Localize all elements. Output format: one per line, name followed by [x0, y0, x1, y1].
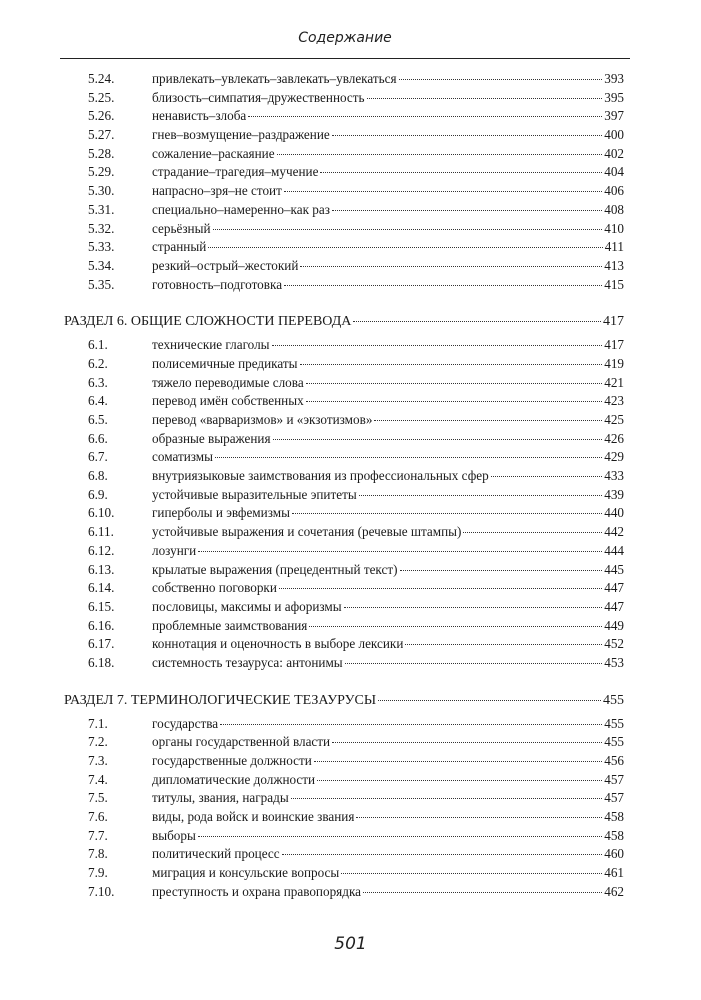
entry-number: 6.5. — [88, 412, 108, 427]
dot-leader — [332, 210, 602, 211]
entry-number: 6.10. — [88, 505, 115, 521]
entry-number: 6.16. — [88, 617, 115, 633]
entry-page: 455 — [604, 734, 624, 750]
entry-number: 5.32. — [88, 220, 115, 236]
toc-entry[interactable] — [64, 542, 624, 561]
dot-leader — [463, 532, 602, 533]
entry-title: перевод имён собственных — [152, 393, 304, 409]
toc-entry[interactable] — [64, 827, 624, 846]
dot-leader — [367, 98, 603, 99]
dot-leader — [292, 513, 602, 514]
toc-entry[interactable] — [64, 374, 624, 393]
entry-title: государства — [152, 715, 219, 731]
entry-number: 6.9. — [88, 486, 108, 502]
toc-entry[interactable] — [64, 257, 624, 276]
dot-leader — [284, 191, 602, 192]
dot-leader — [198, 836, 602, 837]
entry-page: 397 — [604, 108, 624, 124]
toc-group-7 — [64, 715, 624, 902]
entry-number: 5.35. — [88, 276, 115, 292]
toc-entry[interactable] — [64, 107, 624, 126]
entry-title: проблемные заимствования — [152, 617, 308, 633]
toc-entry[interactable] — [64, 864, 624, 883]
entry-title: собственно поговорки — [152, 580, 277, 596]
entry-page: 421 — [604, 374, 624, 390]
entry-number: 5.26. — [88, 108, 115, 124]
entry-number: 6.15. — [88, 598, 115, 614]
entry-title: технические глаголы — [152, 337, 270, 353]
entry-number: 5.34. — [88, 257, 115, 273]
dot-leader — [277, 154, 603, 155]
entry-title: государственные должности — [152, 753, 312, 768]
entry-number: 6.1. — [88, 337, 108, 353]
entry-title: серьёзный — [152, 220, 211, 236]
entry-page: 433 — [604, 468, 624, 484]
toc-entry[interactable] — [64, 845, 624, 864]
entry-page: 419 — [604, 355, 624, 371]
toc-entry[interactable] — [64, 579, 624, 598]
entry-number: 5.25. — [88, 89, 115, 105]
dot-leader — [491, 476, 603, 477]
dot-leader — [306, 383, 603, 384]
toc-group-5 — [64, 70, 624, 294]
entry-number: 6.11. — [88, 524, 114, 540]
entry-number: 7.3. — [88, 753, 108, 768]
entry-number: 5.29. — [88, 164, 115, 180]
entry-page: 440 — [604, 505, 624, 521]
toc-entry[interactable] — [64, 771, 624, 790]
dot-leader — [309, 626, 602, 627]
entry-page: 456 — [604, 753, 624, 768]
dot-leader — [248, 116, 602, 117]
toc-entry[interactable] — [64, 182, 624, 201]
entry-title: миграция и консульские вопросы — [152, 865, 340, 881]
entry-number: 6.12. — [88, 542, 115, 558]
entry-page: 425 — [604, 412, 624, 427]
entry-page: 426 — [604, 430, 624, 446]
entry-page: 452 — [604, 636, 624, 652]
toc-entry[interactable] — [64, 715, 624, 734]
section-page: 455 — [603, 692, 624, 708]
dot-leader — [378, 700, 601, 701]
entry-page: 410 — [604, 220, 624, 236]
entry-page: 404 — [604, 164, 624, 180]
entry-page: 461 — [604, 865, 624, 881]
entry-number: 7.8. — [88, 846, 108, 862]
entry-title: системность тезауруса: антонимы — [152, 654, 343, 670]
entry-page: 445 — [604, 561, 624, 577]
entry-page: 408 — [604, 201, 624, 217]
toc-entry[interactable] — [64, 70, 624, 89]
toc-entry[interactable] — [64, 89, 624, 108]
entry-number: 6.2. — [88, 355, 108, 371]
entry-title: внутриязыковые заимствования из профессиональных сфер — [152, 468, 489, 484]
entry-number: 6.3. — [88, 374, 108, 390]
toc-entry[interactable] — [64, 163, 624, 182]
entry-page: 442 — [604, 524, 624, 540]
entry-title: гнев–возмущение–раздражение — [152, 127, 330, 143]
entry-page: 458 — [604, 827, 624, 843]
entry-title: виды, рода войск и воинские звания — [152, 809, 355, 825]
dot-leader — [279, 588, 602, 589]
dot-leader — [213, 229, 603, 230]
entry-title: тяжело переводимые слова — [152, 374, 304, 390]
entry-page: 460 — [604, 846, 624, 862]
section-title: РАЗДЕЛ 7. ТЕРМИНОЛОГИЧЕСКИЕ ТЕЗАУРУСЫ — [64, 692, 377, 708]
entry-page: 458 — [604, 809, 624, 825]
entry-title: привлекать–увлекать–завлекать–увлекаться — [152, 71, 397, 86]
section-heading-6[interactable] — [64, 312, 624, 332]
entry-number: 5.33. — [88, 239, 115, 255]
entry-page: 402 — [604, 145, 624, 161]
toc-entry[interactable] — [64, 201, 624, 220]
entry-title: коннотация и оценочность в выборе лексики — [152, 636, 404, 652]
toc-entry[interactable] — [64, 883, 624, 902]
entry-page: 400 — [604, 127, 624, 143]
entry-page: 447 — [604, 598, 624, 614]
entry-number: 7.10. — [88, 883, 115, 899]
toc-entry[interactable] — [64, 654, 624, 673]
entry-title: готовность–подготовка — [152, 276, 283, 292]
entry-number: 5.28. — [88, 145, 115, 161]
entry-title: политический процесс — [152, 846, 280, 862]
dot-leader — [291, 798, 603, 799]
entry-number: 5.31. — [88, 201, 115, 217]
entry-title: близость–симпатия–дружественность — [152, 89, 365, 105]
entry-number: 7.5. — [88, 790, 108, 806]
dot-leader — [400, 570, 603, 571]
entry-title: специально–намеренно–как раз — [152, 201, 330, 217]
entry-page: 447 — [604, 580, 624, 596]
toc-entry[interactable] — [64, 598, 624, 617]
toc-entry[interactable] — [64, 238, 624, 257]
toc-entry[interactable] — [64, 336, 624, 355]
section-page: 417 — [603, 314, 624, 330]
entry-number: 5.24. — [88, 71, 115, 86]
entry-number: 7.4. — [88, 771, 108, 787]
entry-title: дипломатические должности — [152, 771, 316, 787]
entry-page: 439 — [604, 486, 624, 502]
entry-title: напрасно–зря–не стоит — [152, 183, 282, 199]
entry-number: 5.27. — [88, 127, 115, 143]
dot-leader — [356, 817, 602, 818]
entry-title: лозунги — [152, 542, 197, 558]
dot-leader — [215, 457, 602, 458]
entry-title: гиперболы и эвфемизмы — [152, 505, 290, 521]
entry-page: 457 — [604, 790, 624, 806]
entry-title: полисемичные предикаты — [152, 355, 298, 371]
entry-number: 6.8. — [88, 468, 108, 484]
entry-number: 7.2. — [88, 734, 108, 750]
dot-leader — [208, 247, 602, 248]
page-number: 501 — [334, 934, 367, 954]
entry-number: 6.4. — [88, 393, 108, 409]
toc-entry[interactable] — [64, 808, 624, 827]
dot-leader — [344, 607, 603, 608]
toc-entry[interactable] — [64, 561, 624, 580]
toc-entry[interactable] — [64, 467, 624, 486]
dot-leader — [332, 135, 602, 136]
entry-title: устойчивые выразительные эпитеты — [152, 486, 357, 502]
running-header: Содержание — [298, 30, 392, 46]
toc-entry[interactable] — [64, 523, 624, 542]
dot-leader — [399, 79, 603, 80]
entry-title: пословицы, максимы и афоризмы — [152, 598, 342, 614]
dot-leader — [374, 420, 602, 421]
section-heading-7[interactable] — [64, 691, 624, 711]
toc-entry[interactable] — [64, 276, 624, 295]
entry-page: 453 — [604, 654, 624, 670]
entry-page: 411 — [604, 239, 624, 255]
dot-leader — [198, 551, 602, 552]
entry-number: 6.17. — [88, 636, 115, 652]
entry-title: соматизмы — [152, 449, 214, 465]
toc-entry[interactable] — [64, 752, 624, 771]
entry-title: образные выражения — [152, 430, 271, 446]
toc-entry[interactable] — [64, 355, 624, 374]
table-of-contents — [64, 70, 624, 902]
header-rule — [60, 58, 630, 59]
toc-group-6 — [64, 336, 624, 672]
entry-number: 6.13. — [88, 561, 115, 577]
dot-leader — [273, 439, 603, 440]
entry-number: 6.14. — [88, 580, 115, 596]
entry-page: 444 — [604, 542, 624, 558]
entry-title: страдание–трагедия–мучение — [152, 164, 319, 180]
dot-leader — [353, 321, 601, 322]
entry-title: титулы, звания, награды — [152, 790, 289, 806]
dot-leader — [282, 854, 603, 855]
dot-leader — [317, 780, 602, 781]
entry-page: 429 — [604, 449, 624, 465]
entry-title: органы государственной власти — [152, 734, 331, 750]
toc-entry[interactable] — [64, 733, 624, 752]
entry-number: 7.1. — [88, 715, 108, 731]
entry-title: устойчивые выражения и сочетания (речевые штампы) — [152, 524, 462, 540]
entry-title: резкий–острый–жестокий — [152, 257, 299, 273]
entry-title: преступность и охрана правопорядка — [152, 883, 362, 899]
entry-number: 5.30. — [88, 183, 115, 199]
dot-leader — [314, 761, 602, 762]
entry-number: 7.9. — [88, 865, 108, 881]
entry-title: крылатые выражения (прецедентный текст) — [152, 561, 398, 577]
entry-number: 6.6. — [88, 430, 108, 446]
entry-page: 462 — [604, 883, 624, 899]
entry-page: 393 — [604, 71, 624, 86]
entry-number: 7.7. — [88, 827, 108, 843]
toc-entry[interactable] — [64, 617, 624, 636]
dot-leader — [332, 742, 602, 743]
dot-leader — [320, 172, 602, 173]
toc-entry[interactable] — [64, 411, 624, 430]
entry-page: 395 — [604, 89, 624, 105]
entry-page: 455 — [604, 715, 624, 731]
dot-leader — [363, 892, 602, 893]
dot-leader — [345, 663, 603, 664]
entry-title: ненависть–злоба — [152, 108, 247, 124]
toc-entry[interactable] — [64, 635, 624, 654]
toc-entry[interactable] — [64, 448, 624, 467]
toc-entry[interactable] — [64, 789, 624, 808]
dot-leader — [272, 345, 603, 346]
entry-page: 406 — [604, 183, 624, 199]
dot-leader — [341, 873, 602, 874]
entry-title: выборы — [152, 827, 196, 843]
dot-leader — [359, 495, 603, 496]
toc-entry[interactable] — [64, 486, 624, 505]
entry-number: 6.7. — [88, 449, 108, 465]
toc-entry[interactable] — [64, 126, 624, 145]
entry-number: 6.18. — [88, 654, 115, 670]
dot-leader — [284, 285, 602, 286]
entry-page: 417 — [604, 337, 624, 353]
entry-page: 449 — [604, 617, 624, 633]
dot-leader — [405, 644, 602, 645]
toc-entry[interactable] — [64, 504, 624, 523]
dot-leader — [220, 724, 602, 725]
entry-title: сожаление–раскаяние — [152, 145, 275, 161]
toc-entry[interactable] — [64, 430, 624, 449]
entry-page: 423 — [604, 393, 624, 409]
dot-leader — [300, 364, 603, 365]
entry-page: 415 — [604, 276, 624, 292]
entry-page: 457 — [604, 771, 624, 787]
dot-leader — [300, 266, 602, 267]
entry-title: перевод «варваризмов» и «экзотизмов» — [152, 412, 373, 427]
toc-entry[interactable] — [64, 220, 624, 239]
entry-page: 413 — [604, 257, 624, 273]
toc-entry[interactable] — [64, 145, 624, 164]
entry-title: странный — [152, 239, 207, 255]
section-title: РАЗДЕЛ 6. ОБЩИЕ СЛОЖНОСТИ ПЕРЕВОДА — [64, 314, 352, 330]
entry-number: 7.6. — [88, 809, 108, 825]
dot-leader — [306, 401, 603, 402]
toc-entry[interactable] — [64, 392, 624, 411]
